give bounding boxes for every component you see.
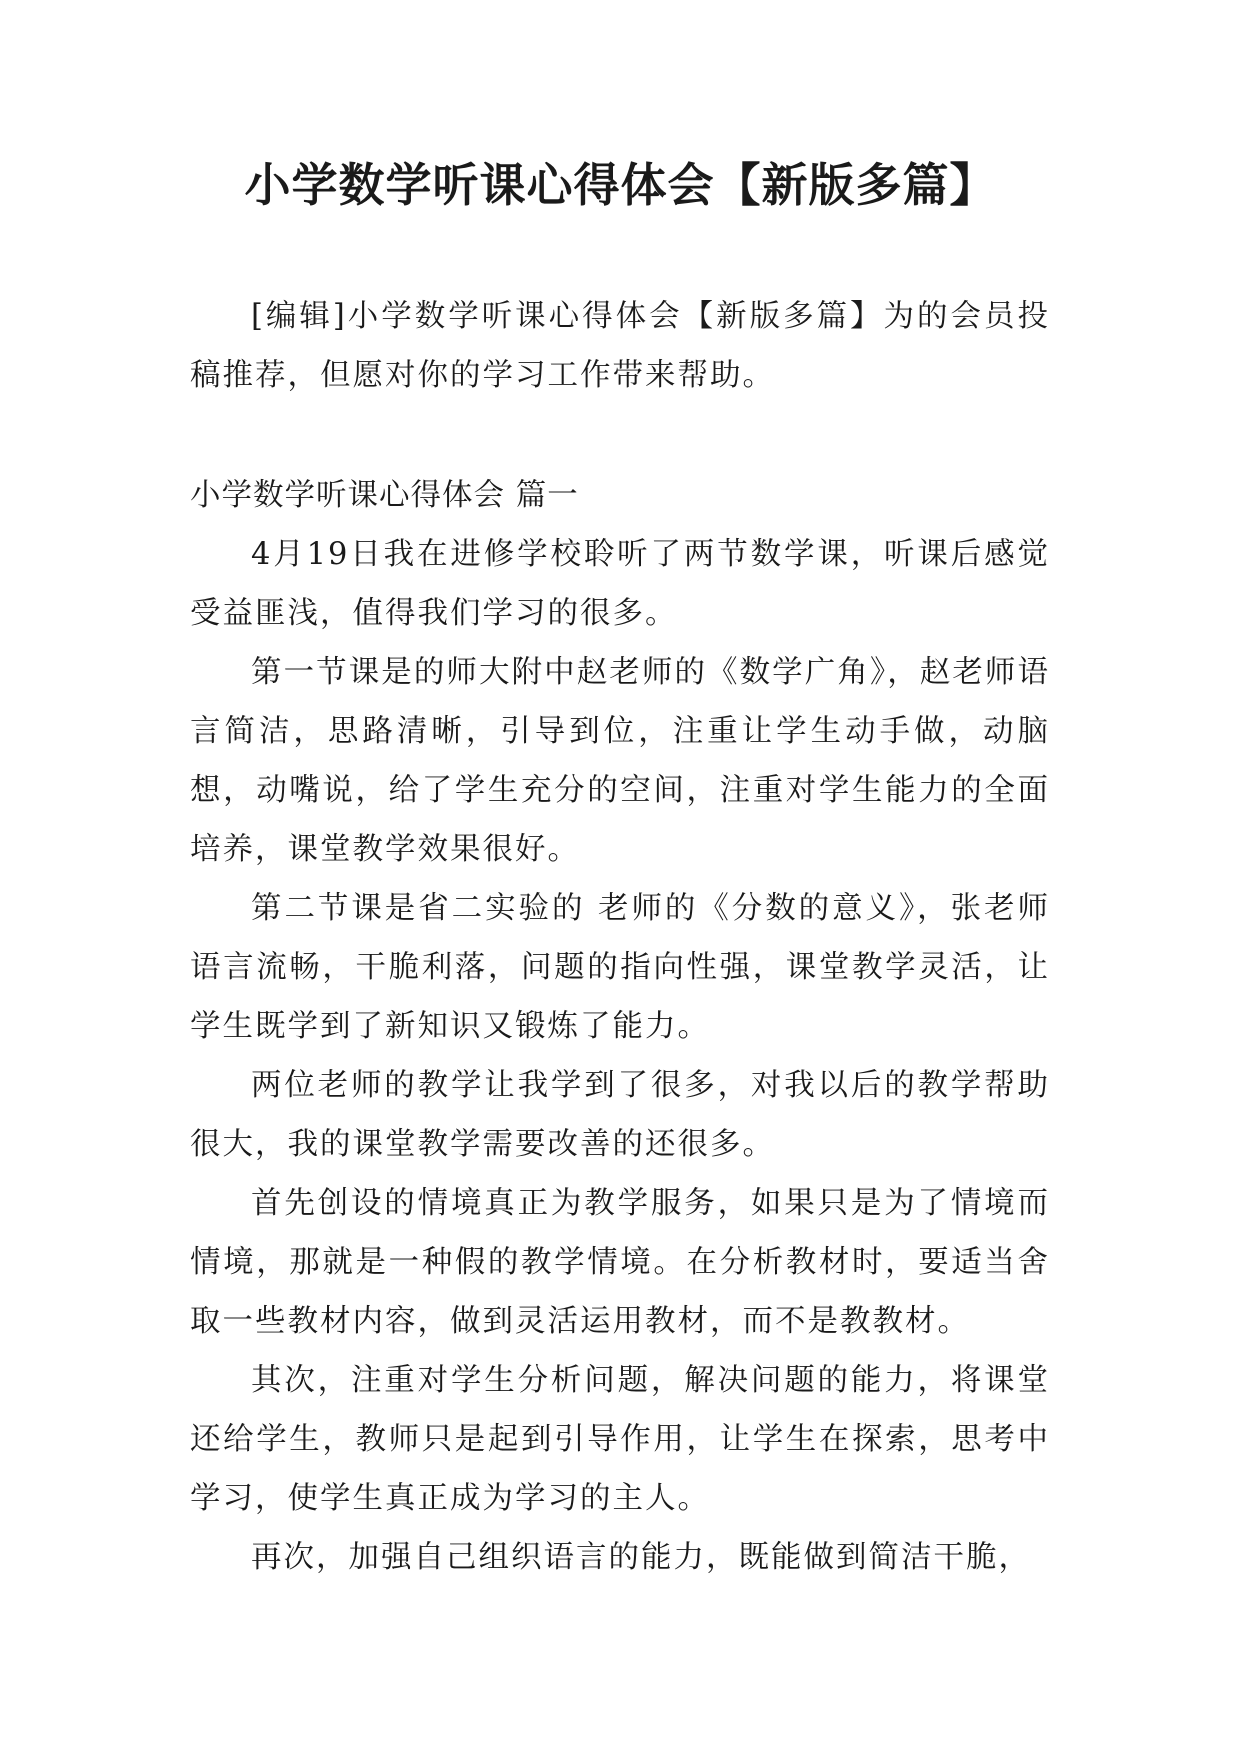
article-body xyxy=(190,466,1050,1587)
document-title: 小学数学听课心得体会【新版多篇】 xyxy=(244,158,997,212)
paragraph-5: 首先创设的情境真正为教学服务，如果只是为了情境而情境，那就是一种假的教学情境。在分析教材时，要适当舍取一些教材内容，做到灵活运用教材，而不是教教材。 xyxy=(190,1186,1050,1339)
paragraph-7: 再次，加强自己组织语言的能力，既能做到简洁干脆， xyxy=(251,1540,1031,1575)
paragraph-2: 第一节课是的师大附中赵老师的《数学广角》，赵老师语言简洁，思路清晰，引导到位，注重让学生动手做，动脑想，动嘴说，给了学生充分的空间，注重对学生能力的全面培养，课堂教学效果很好。 xyxy=(190,655,1050,867)
section-heading: 小学数学听课心得体会 篇一 xyxy=(190,478,579,513)
paragraph-4: 两位老师的教学让我学到了很多，对我以后的教学帮助很大，我的课堂教学需要改善的还很多。 xyxy=(190,1068,1050,1162)
intro-paragraph: [编辑]小学数学听课心得体会【新版多篇】为的会员投稿推荐，但愿对你的学习工作带来帮助。 xyxy=(190,299,1050,393)
paragraph-6: 其次，注重对学生分析问题，解决问题的能力，将课堂还给学生，教师只是起到引导作用，让学生在探索，思考中学习，使学生真正成为学习的主人。 xyxy=(190,1363,1050,1516)
paragraph-3: 第二节课是省二实验的 老师的《分数的意义》，张老师语言流畅，干脆利落，问题的指向性强，课堂教学灵活，让学生既学到了新知识又锻炼了能力。 xyxy=(190,891,1050,1044)
intro-block xyxy=(190,287,1050,405)
paragraph-1: 4月19日我在进修学校聆听了两节数学课，听课后感觉受益匪浅，值得我们学习的很多。 xyxy=(190,537,1050,631)
